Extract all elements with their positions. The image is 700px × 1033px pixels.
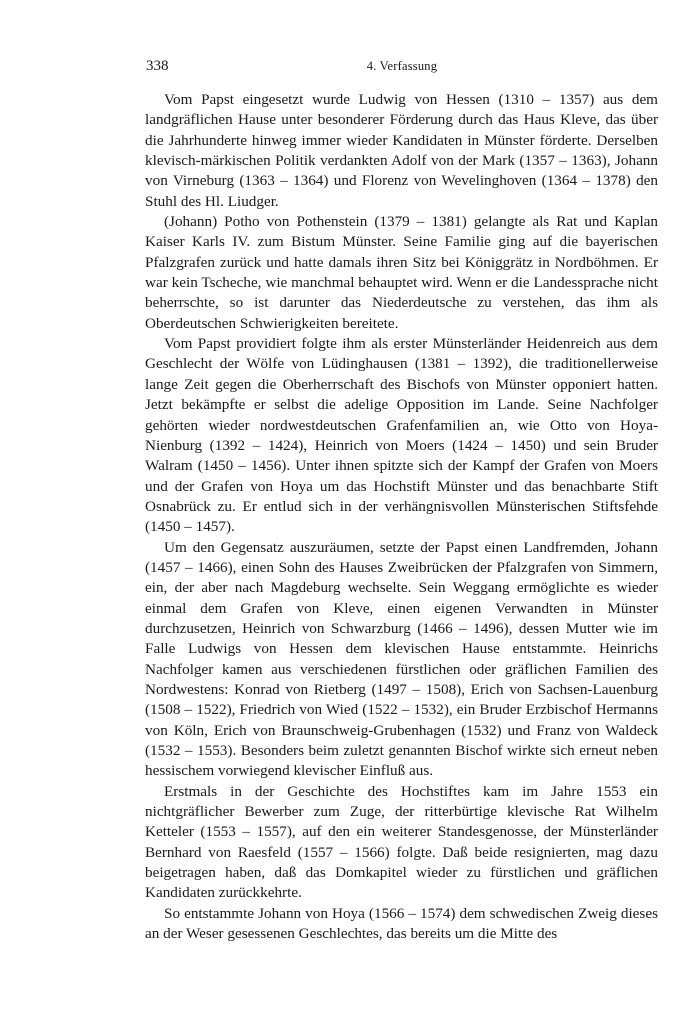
paragraph-johann-von-hoya: So entstammte Johann von Hoya (1566 – 1574) dem schwedischen Zweig dieses an der Weser gesessenen Geschlechtes, das bereits um die Mitte des (145, 904, 658, 943)
paragraph-ludwig-von-hessen: Vom Papst eingesetzt wurde Ludwig von Hessen (1310 – 1357) aus dem landgräflichen Hause unter besonderer Förderung durch das Haus Kleve, das über die Jahrhunderte hinweg immer wieder Kandidaten in Münster förderte. Derselben klevisch-märkischen Politik verdankten Adolf von der Mark (1357 – 1363), Johann von Virneburg (1363 – 1364) und Florenz von Wevelinghoven (1364 – 1378) den Stuhl des Hl. Liudger. (145, 91, 658, 210)
paragraph-heidenreich-wolf: Vom Papst providiert folgte ihm als erster Münsterländer Heidenreich aus dem Geschlecht der Wölfe von Lüdinghausen (1381 – 1392), die traditionellerweise lange Zeit gegen die Oberherrschaft des Bischofs von Münster opponiert hatten. Jetzt bekämpfte er selbst die adelige Opposition im Lande. Seine Nachfolger gehörten wieder nordwestdeutschen Grafenfamilien an, wie Otto von Hoya-Nienburg (1392 – 1424), Heinrich von Moers (1424 – 1450) und sein Bruder Walram (1450 – 1456). Unter ihnen spitzte sich der Kampf der Grafen von Moers und der Grafen von Hoya um das Hochstift Münster und das benachbarte Stift Osnabrück zu. Er entlud sich in der verhängnisvollen Münsterischen Stiftsfehde (1450 – 1457). (145, 335, 658, 536)
body-text (145, 90, 658, 944)
running-head: 4. Verfassung (366, 59, 438, 73)
paragraph-johann-pfalzgraf: Um den Gegensatz auszuräumen, setzte der Papst einen Landfremden, Johann (1457 – 1466), einen Sohn des Hauses Zweibrücken der Pfalzgrafen von Simmern, ein, der aber nach Magdeburg wechselte. Sein Weggang ermöglichte es wieder einmal dem Grafen von Kleve, einen eigenen Verwandten in Münster durchzusetzen, Heinrich von Schwarzburg (1466 – 1496), dessen Mutter wie im Falle Ludwigs von Hessen dem klevischen Hause entstammte. Heinrichs Nachfolger kamen aus verschiedenen fürstlichen oder gräflichen Familien des Nordwestens: Konrad von Rietberg (1497 – 1508), Erich von Sachsen-Lauenburg (1508 – 1522), Friedrich von Wied (1522 – 1532), ein Bruder Erzbischof Hermanns von Köln, Erich von Braunschweig-Grubenhagen (1532) und Franz von Waldeck (1532 – 1553). Besonders beim zuletzt genannten Bischof wirkte sich erneut neben hessischem vorwiegend klevischer Einfluß aus. (145, 538, 658, 780)
page-number: 338 (146, 58, 169, 74)
paragraph-wilhelm-ketteler: Erstmals in der Geschichte des Hochstiftes kam im Jahre 1553 ein nichtgräflicher Bewerber zum Zuge, der ritterbürtige klevische Rat Wilhelm Ketteler (1553 – 1557), auf den ein weiterer Standesgenosse, der Münsterländer Bernhard von Raesfeld (1557 – 1566) folgte. Daß beide resignierten, mag dazu beigetragen haben, daß das Domkapitel wieder zu fürstlichen und gräflichen Kandidaten zurückkehrte. (145, 782, 658, 902)
page-header (146, 56, 658, 76)
paragraph-potho-von-pothenstein: (Johann) Potho von Pothenstein (1379 – 1381) gelangte als Rat und Kaplan Kaiser Karls IV. zum Bistum Münster. Seine Familie ging auf die bayerischen Pfalzgrafen zurück und hatte damals ihren Sitz bei Königgrätz in Nordböhmen. Er war kein Tscheche, wie manchmal behauptet wird. Wenn er die Landessprache nicht beherrschte, so ist darunter das Niederdeutsche zu verstehen, das ihm als Oberdeutschen Schwierigkeiten bereitete. (145, 213, 658, 332)
